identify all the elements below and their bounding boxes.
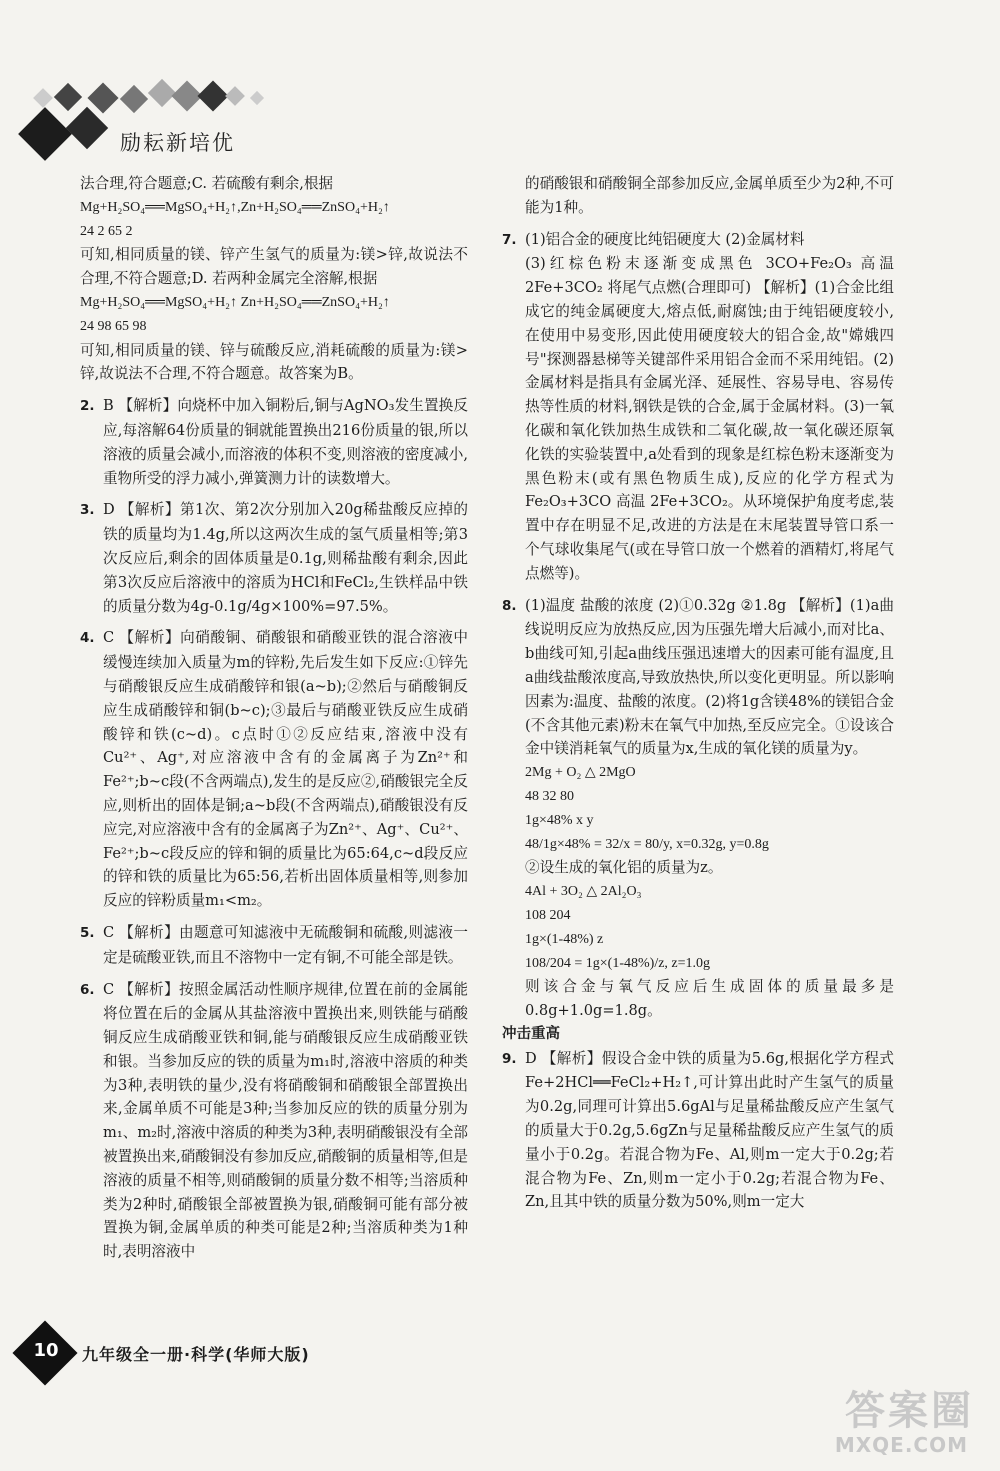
text-paragraph: 的硝酸银和硝酸铜全部参加反应,金属单质至少为2种,不可能为1种。 xyxy=(525,175,894,216)
item-number: 2. xyxy=(80,398,95,415)
answer-text: C 【解析】由题意可知滤液中无硫酸铜和硫酸,则滤液一定是硫酸亚铁,而且不溶物中一定有铜,不可能全部是铁。 xyxy=(103,923,468,966)
answer-text: (1)铝合金的硬度比纯铝硬度大 (2)金属材料 xyxy=(525,230,805,248)
equation-mass-line: 1g×48% x y xyxy=(525,812,594,828)
equation-line: 4Al + 3O₂ △ 2Al₂O₃ xyxy=(525,884,642,900)
watermark-title: 答案圈 xyxy=(845,1388,974,1434)
item-number: 6. xyxy=(80,981,95,998)
decor-diamond xyxy=(148,79,176,107)
answer-item xyxy=(80,978,468,1265)
equation-mass-line: 1g×(1-48%) z xyxy=(525,931,604,947)
item-number: 3. xyxy=(80,502,95,519)
answer-text: (1)温度 盐酸的浓度 (2)①0.32g ②1.8g 【解析】(1)a曲线说明反应为放热反应,因为压强先增大后减小,而对比a、b曲线可知,引起a曲线压强迅速增大的因素可能有温度,且a曲线盐酸浓度高,导致放热快,所以变化更明显。所以影响因素为:温度、盐酸的浓度。(2)将1g含镁48%的镁铝合金(不含其他元素)粉末在氧气中加热,至反应完全。①设该合金中镁消耗氧气的质量为x,生成的氧化镁的质量为y。 xyxy=(525,596,894,758)
item-number: 5. xyxy=(80,924,95,941)
equation-line: Mg+H₂SO₄══MgSO₄+H₂↑ Zn+H₂SO₄══ZnSO₄+H₂↑ xyxy=(80,294,390,310)
decor-diamond xyxy=(33,88,53,108)
watermark-url: MXQE.COM xyxy=(834,1433,968,1457)
equation-line: Mg+H₂SO₄══MgSO₄+H₂↑,Zn+H₂SO₄══ZnSO₄+H₂↑ xyxy=(80,199,390,215)
answer-text: B 【解析】向烧杯中加入铜粉后,铜与AgNO₃发生置换反应,每溶解64份质量的铜就能置换出216份质量的银,所以溶液的质量会减小,而溶液的体积不变,则溶液的密度减小,重物所受的浮力减小,弹簧测力计的读数增大。 xyxy=(103,397,468,487)
answer-item xyxy=(80,921,468,970)
text-line: 法合理,符合题意;C. 若硫酸有剩余,根据 xyxy=(80,175,334,192)
section-heading: 冲击重高 xyxy=(502,1025,560,1042)
text-line: ②设生成的氧化铝的质量为z。 xyxy=(525,859,723,877)
answer-text: C 【解析】向硝酸铜、硝酸银和硝酸亚铁的混合溶液中缓慢连续加入质量为m的锌粉,先后发生如下反应:①锌先与硝酸银反应生成硝酸锌和银(a~b);②然后与硝酸铜反应生成硝酸锌和铜(b~c);③最后与硝酸亚铁反应生成硝酸锌和铁(c~d)。c点时①②反应结束,溶液中没有Cu²⁺、Ag⁺,对应溶液中含有的金属离子为Zn²⁺和Fe²⁺;b~c段(不含两端点),发生的是反应②,硝酸银完全反应,则析出的固体是铜;a~b段(不含两端点),硝酸银没有反应完,对应溶液中含有的金属离子为Zn²⁺、Ag⁺、Cu²⁺、Fe²⁺;b~c段反应的锌和铜的质量比为65:64,c~d段反应的锌和铁的质量比为65:56,若析出固体质量相等,则参加反应的锌粉质量m₁<m₂。 xyxy=(103,629,468,910)
equation-ratio: 108/204 = 1g×(1-48%)/z, z=1.0g xyxy=(525,955,711,971)
answer-item xyxy=(502,594,894,762)
page-number: 10 xyxy=(33,1340,59,1361)
left-column xyxy=(80,172,468,1264)
decor-diamond xyxy=(225,86,245,106)
item-number: 4. xyxy=(80,630,95,647)
text-paragraph: (3)红棕色粉末逐渐变成黑色 3CO+Fe₂O₃ 高温 2Fe+3CO₂ 将尾气点燃(合理即可) 【解析】(1)合金比组成它的纯金属硬度大,熔点低,耐腐蚀;由于纯铝硬度较小,在使用中易变形,因此使用硬度较大的铝合金,故"嫦娥四号"探测器悬梯等关键部件采用铝合金而不采用纯铝。(2)金属材料是指具有金属光泽、延展性、容易导电、容易传热等性质的材料,钢铁是铁的合金,属于金属材料。(3)一氧化碳和氧化铁加热生成铁和二氧化碳,故一氧化碳还原氧化铁的实验装置中,a处看到的现象是红棕色粉末逐渐变为黑色粉末(或有黑色物质生成),反应的化学方程式为Fe₂O₃+3CO 高温 2Fe+3CO₂。从环境保护角度考虑,装置中存在明显不足,改进的方法是在末尾装置导管口系一个气球收集尾气(或在导管口放一个燃着的酒精灯,将尾气点燃等)。 xyxy=(525,255,894,582)
answer-item xyxy=(502,228,894,253)
item-number: 7. xyxy=(502,231,517,248)
decor-diamond xyxy=(87,82,118,113)
item-number: 8. xyxy=(502,597,517,614)
brand-title: 励耘新培优 xyxy=(120,131,235,155)
answer-item xyxy=(80,626,468,913)
book-title: 九年级全一册·科学(华师大版) xyxy=(82,1345,310,1364)
equation-mass-line: 108 204 xyxy=(525,907,571,923)
decor-diamond xyxy=(250,91,264,105)
text-paragraph: 则该合金与氧气反应后生成固体的质量最多是0.8g+1.0g=1.8g。 xyxy=(525,978,894,1020)
answer-text: D 【解析】第1次、第2次分别加入20g稀盐酸反应掉的铁的质量均为1.4g,所以这两次生成的氢气质量相等;第3次反应后,剩余的固体质量是0.1g,则稀盐酸有剩余,因此第3次反应后溶液中的溶质为HCl和FeCl₂,生铁样品中铁的质量分数为4g-0.1g/4g×100%=97.5%。 xyxy=(103,501,468,615)
equation-line: 2Mg + O₂ △ 2MgO xyxy=(525,765,636,781)
decor-diamond xyxy=(197,80,228,111)
decor-diamond xyxy=(120,85,148,113)
watermark xyxy=(758,1379,978,1457)
answer-item xyxy=(80,498,468,618)
text-paragraph: 可知,相同质量的镁、锌与硫酸反应,消耗硫酸的质量为:镁>锌,故说法不合理,不符合题意。故答案为B。 xyxy=(80,341,468,383)
answer-item xyxy=(502,1047,894,1215)
equation-mass-line: 48 32 80 xyxy=(525,788,574,804)
item-number: 9. xyxy=(502,1050,517,1067)
equation-ratio: 48/1g×48% = 32/x = 80/y, x=0.32g, y=0.8g xyxy=(525,836,769,852)
right-column xyxy=(502,172,894,1214)
decor-diamond xyxy=(54,83,82,111)
answer-text: C 【解析】按照金属活动性顺序规律,位置在前的金属能将位置在后的金属从其盐溶液中置换出来,则铁能与硝酸铜反应生成硝酸亚铁和铜,能与硝酸银反应生成硝酸亚铁和银。当参加反应的铁的质量为m₁时,溶液中溶质的种类为3种,表明铁的量少,没有将硝酸铜和硝酸银全部置换出来,金属单质不可能是3种;当参加反应的铁的质量分别为m₁、m₂时,溶液中溶质的种类为3种,表明硝酸银没有全部被置换出来,硝酸铜没有参加反应,硝酸铜的质量相等,但是溶液的质量不相等,则硝酸铜的质量分数不相等;当溶质种类为2种时,硝酸银全部被置换为银,硝酸铜可能有部分被置换为铜,金属单质的种类可能是2种;当溶质种类为1种时,表明溶液中 xyxy=(103,980,468,1261)
footer xyxy=(22,1330,362,1380)
text-paragraph: 可知,相同质量的镁、锌产生氢气的质量为:镁>锌,故说法不合理,不符合题意;D. 若两种金属完全溶解,根据 xyxy=(80,246,468,288)
decor-diamond xyxy=(18,107,72,161)
equation-mass-line: 24 98 65 98 xyxy=(80,318,147,334)
header xyxy=(14,75,314,165)
answer-item xyxy=(80,394,468,490)
equation-mass-line: 24 2 65 2 xyxy=(80,223,133,239)
answer-text: D 【解析】假设合金中铁的质量为5.6g,根据化学方程式Fe+2HCl══FeCl₂+H₂↑,可计算出此时产生氢气的质量为0.2g,同理可计算出5.6gAl与足量稀盐酸反应产生氢气的质量大于0.2g,5.6gZn与足量稀盐酸反应产生氢气的质量小于0.2g。若混合物为Fe、Al,则m一定大于0.2g;若混合物为Fe、Zn,则m一定小于0.2g;若混合物为Fe、Zn,且其中铁的质量分数为50%,则m一定大 xyxy=(525,1049,894,1211)
